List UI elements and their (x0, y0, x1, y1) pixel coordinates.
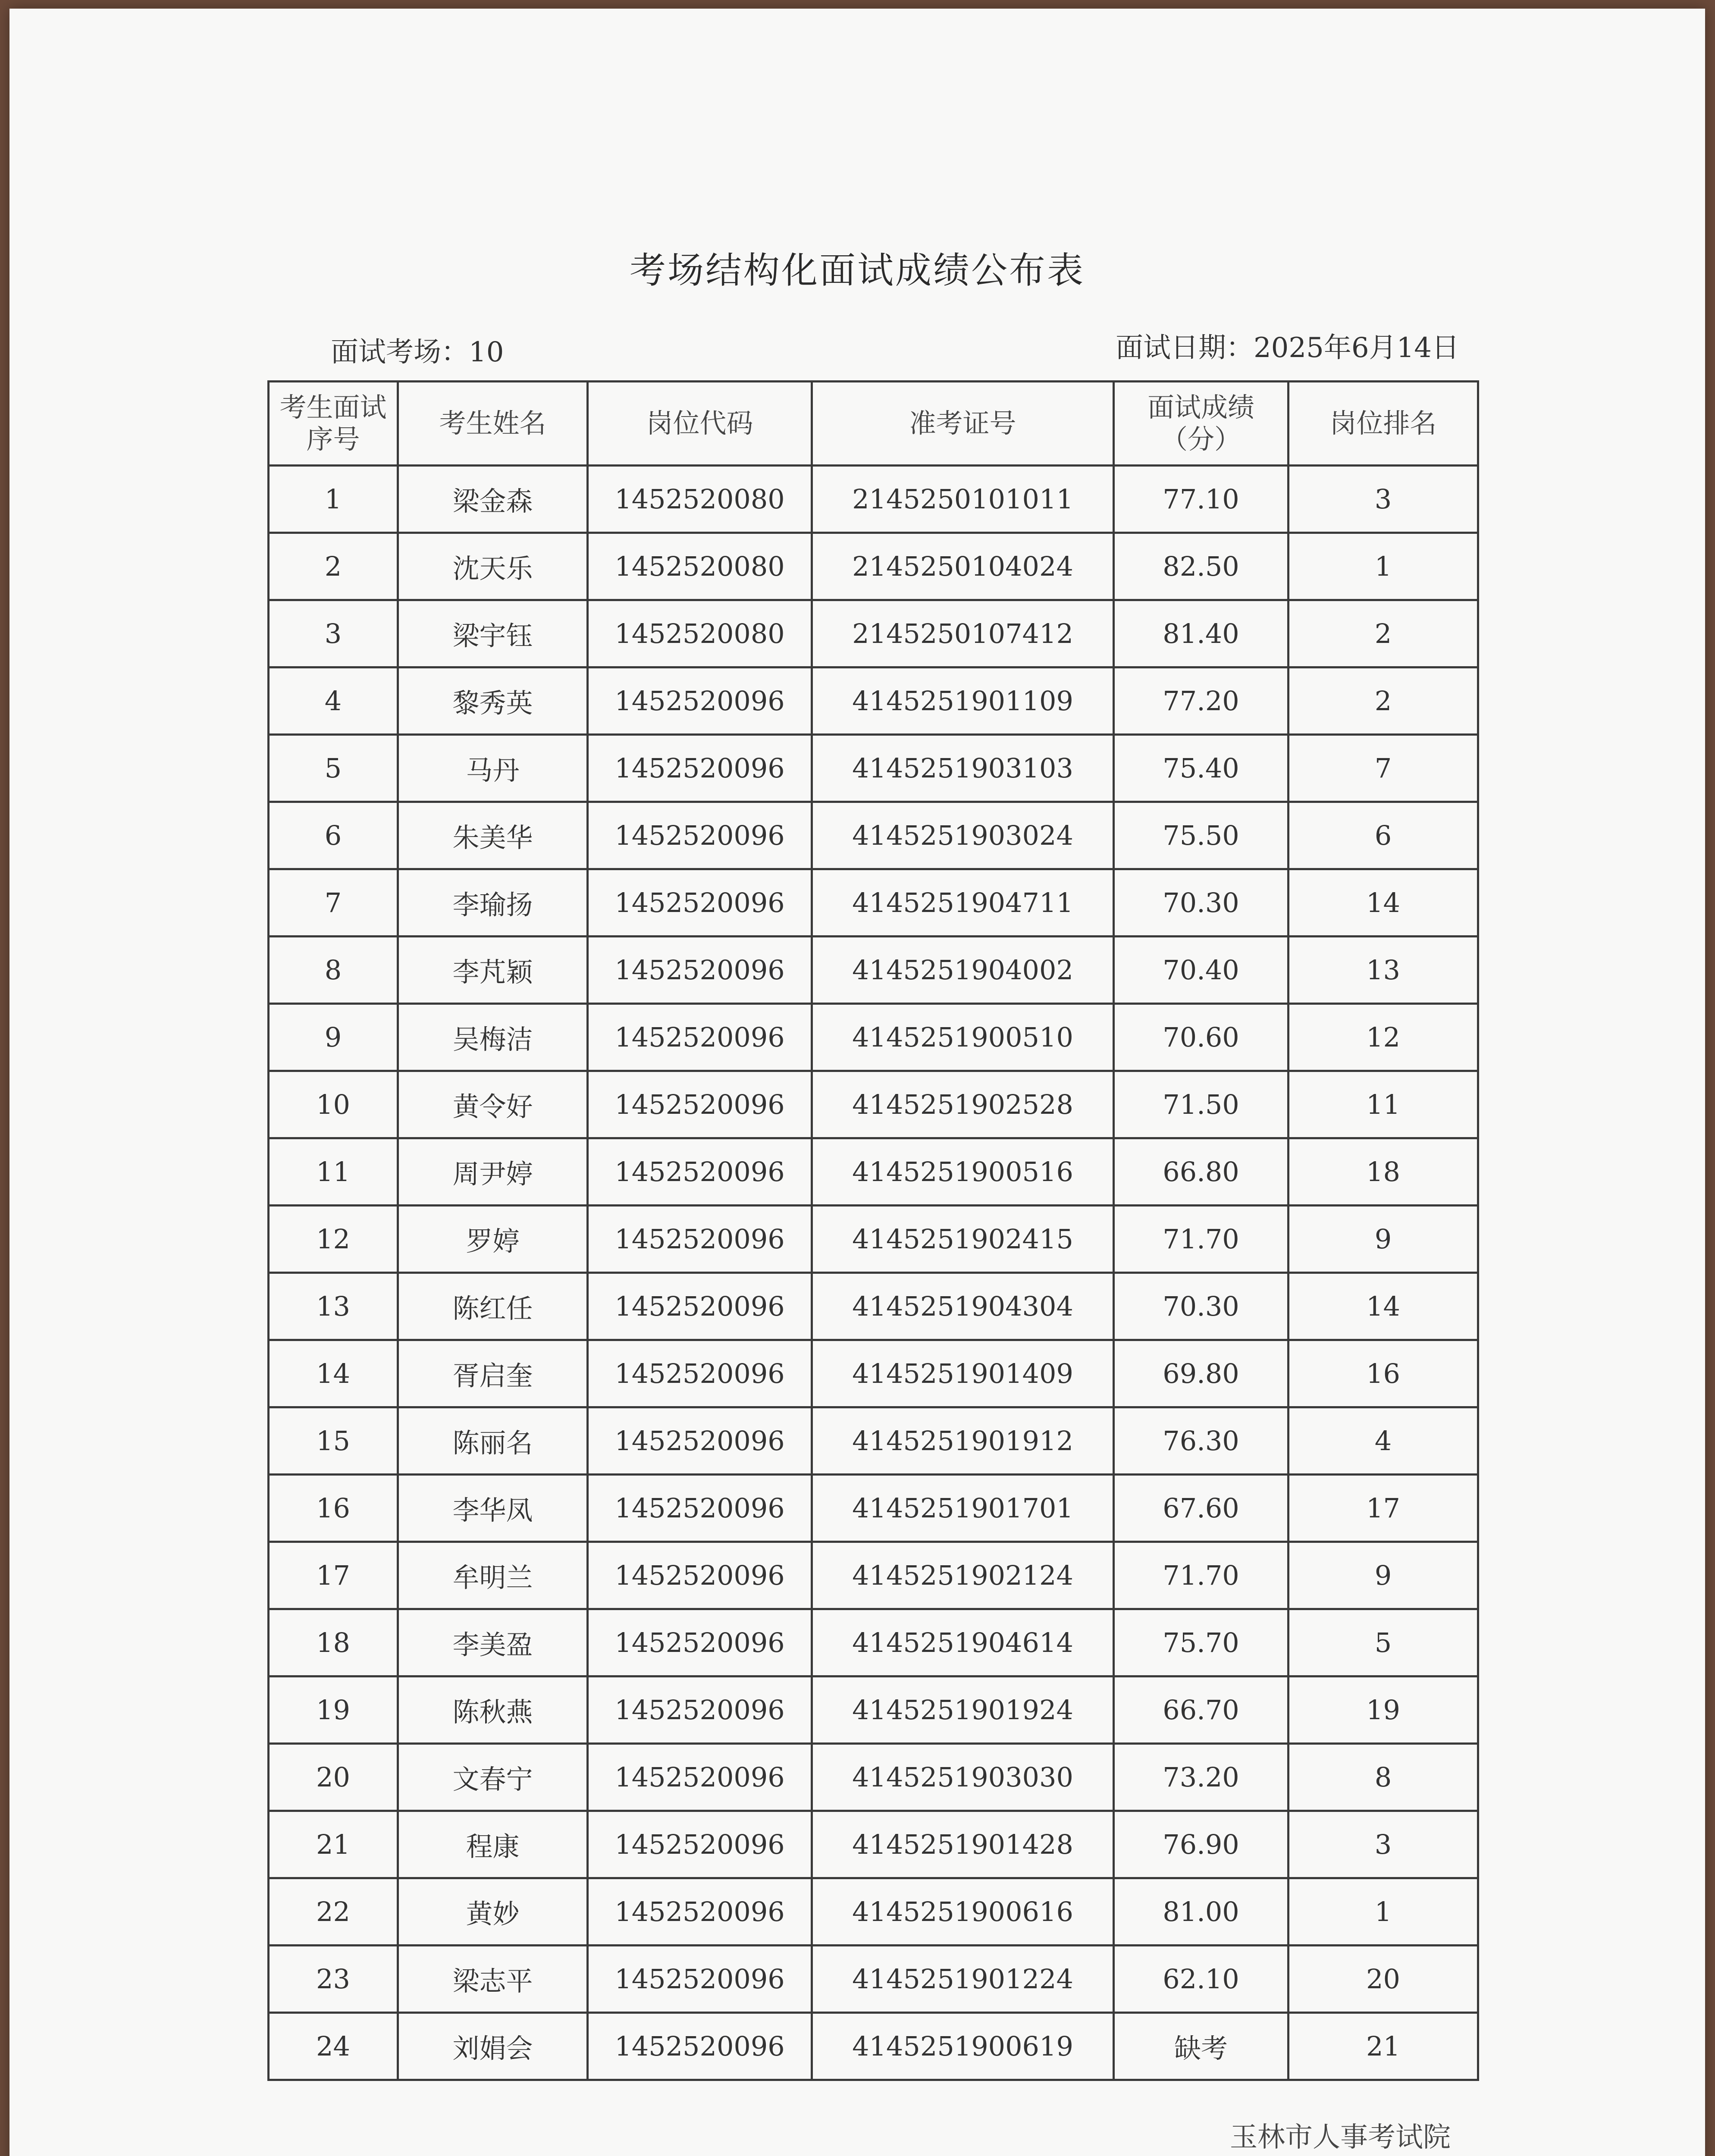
table-row (269, 1542, 1478, 1609)
cell-post-code: 1452520096 (588, 1677, 812, 1744)
cell-post-code: 1452520096 (588, 1609, 812, 1677)
cell-post-code: 1452520096 (588, 1340, 812, 1407)
cell-seq: 4 (269, 667, 398, 735)
header-rank: 岗位排名 (1289, 382, 1478, 466)
cell-name: 梁志平 (398, 1946, 588, 2013)
cell-post-code: 1452520096 (588, 1475, 812, 1542)
cell-score: 69.80 (1114, 1340, 1289, 1407)
cell-seq: 10 (269, 1071, 398, 1138)
cell-post-code: 1452520096 (588, 869, 812, 937)
table-row (269, 1071, 1478, 1138)
cell-score: 70.40 (1114, 937, 1289, 1004)
cell-ticket-no: 4145251904614 (812, 1609, 1114, 1677)
cell-ticket-no: 4145251900619 (812, 2013, 1114, 2080)
cell-ticket-no: 4145251900510 (812, 1004, 1114, 1071)
table-row (269, 735, 1478, 802)
cell-score: 66.70 (1114, 1677, 1289, 1744)
cell-post-code: 1452520096 (588, 1273, 812, 1340)
cell-rank: 8 (1289, 1744, 1478, 1811)
cell-score: 75.40 (1114, 735, 1289, 802)
cell-ticket-no: 4145251902528 (812, 1071, 1114, 1138)
cell-post-code: 1452520096 (588, 1407, 812, 1475)
cell-score: 77.10 (1114, 466, 1289, 533)
cell-name: 朱美华 (398, 802, 588, 869)
cell-seq: 6 (269, 802, 398, 869)
cell-score: 75.50 (1114, 802, 1289, 869)
cell-post-code: 1452520096 (588, 1138, 812, 1206)
cell-score: 70.30 (1114, 1273, 1289, 1340)
cell-seq: 19 (269, 1677, 398, 1744)
cell-rank: 5 (1289, 1609, 1478, 1677)
cell-rank: 16 (1289, 1340, 1478, 1407)
cell-seq: 22 (269, 1878, 398, 1946)
cell-name: 梁宇钰 (398, 600, 588, 667)
cell-score: 76.90 (1114, 1811, 1289, 1878)
header-seq: 考生面试序号 (269, 382, 398, 466)
cell-post-code: 1452520096 (588, 937, 812, 1004)
table-row (269, 1475, 1478, 1542)
cell-seq: 15 (269, 1407, 398, 1475)
table-row (269, 1946, 1478, 2013)
cell-ticket-no: 4145251901924 (812, 1677, 1114, 1744)
table-row (269, 1273, 1478, 1340)
cell-post-code: 1452520080 (588, 600, 812, 667)
cell-rank: 9 (1289, 1542, 1478, 1609)
cell-post-code: 1452520096 (588, 1542, 812, 1609)
cell-rank: 21 (1289, 2013, 1478, 2080)
cell-seq: 23 (269, 1946, 398, 2013)
cell-post-code: 1452520096 (588, 1878, 812, 1946)
cell-ticket-no: 2145250107412 (812, 600, 1114, 667)
cell-name: 陈红任 (398, 1273, 588, 1340)
cell-post-code: 1452520096 (588, 1071, 812, 1138)
cell-post-code: 1452520096 (588, 1744, 812, 1811)
cell-score: 70.30 (1114, 869, 1289, 937)
cell-post-code: 1452520096 (588, 1004, 812, 1071)
cell-ticket-no: 4145251902124 (812, 1542, 1114, 1609)
cell-seq: 7 (269, 869, 398, 937)
table-row (269, 1744, 1478, 1811)
cell-rank: 4 (1289, 1407, 1478, 1475)
cell-seq: 24 (269, 2013, 398, 2080)
table-row (269, 937, 1478, 1004)
cell-name: 牟明兰 (398, 1542, 588, 1609)
cell-post-code: 1452520096 (588, 1946, 812, 2013)
table-header-row (269, 382, 1478, 466)
cell-seq: 20 (269, 1744, 398, 1811)
table-row (269, 1407, 1478, 1475)
header-name: 考生姓名 (398, 382, 588, 466)
cell-post-code: 1452520080 (588, 533, 812, 600)
cell-seq: 12 (269, 1206, 398, 1273)
cell-ticket-no: 4145251903024 (812, 802, 1114, 869)
cell-rank: 14 (1289, 1273, 1478, 1340)
cell-name: 沈天乐 (398, 533, 588, 600)
header-ticket-no: 准考证号 (812, 382, 1114, 466)
page-title: 考场结构化面试成绩公布表 (629, 249, 1085, 291)
cell-name: 黄妙 (398, 1878, 588, 1946)
cell-score: 71.50 (1114, 1071, 1289, 1138)
cell-name: 周尹婷 (398, 1138, 588, 1206)
issuer-footer: 玉林市人事考试院 (1230, 2122, 1451, 2153)
cell-score: 71.70 (1114, 1206, 1289, 1273)
header-post-code: 岗位代码 (588, 382, 812, 466)
cell-post-code: 1452520096 (588, 735, 812, 802)
table-row (269, 1677, 1478, 1744)
cell-ticket-no: 4145251901912 (812, 1407, 1114, 1475)
table-row (269, 1206, 1478, 1273)
cell-name: 李芃颖 (398, 937, 588, 1004)
cell-rank: 14 (1289, 869, 1478, 937)
table-row (269, 1609, 1478, 1677)
cell-ticket-no: 4145251903103 (812, 735, 1114, 802)
cell-seq: 1 (269, 466, 398, 533)
cell-seq: 18 (269, 1609, 398, 1677)
cell-rank: 19 (1289, 1677, 1478, 1744)
cell-name: 文春宁 (398, 1744, 588, 1811)
cell-score: 66.80 (1114, 1138, 1289, 1206)
table-row (269, 600, 1478, 667)
cell-ticket-no: 2145250104024 (812, 533, 1114, 600)
cell-rank: 6 (1289, 802, 1478, 869)
cell-name: 陈丽名 (398, 1407, 588, 1475)
cell-rank: 17 (1289, 1475, 1478, 1542)
cell-ticket-no: 2145250101011 (812, 466, 1114, 533)
cell-name: 李瑜扬 (398, 869, 588, 937)
cell-score: 82.50 (1114, 533, 1289, 600)
date-label: 面试日期：2025年6月14日 (1115, 332, 1459, 364)
cell-name: 刘娟会 (398, 2013, 588, 2080)
cell-score: 70.60 (1114, 1004, 1289, 1071)
document-page (9, 9, 1705, 2156)
header-score: 面试成绩（分） (1114, 382, 1289, 466)
cell-name: 黎秀英 (398, 667, 588, 735)
cell-seq: 17 (269, 1542, 398, 1609)
cell-name: 程康 (398, 1811, 588, 1878)
scores-table (267, 380, 1479, 2081)
cell-post-code: 1452520096 (588, 802, 812, 869)
cell-rank: 18 (1289, 1138, 1478, 1206)
cell-ticket-no: 4145251903030 (812, 1744, 1114, 1811)
table-row (269, 1004, 1478, 1071)
cell-rank: 1 (1289, 1878, 1478, 1946)
cell-ticket-no: 4145251901109 (812, 667, 1114, 735)
cell-score: 67.60 (1114, 1475, 1289, 1542)
cell-rank: 7 (1289, 735, 1478, 802)
cell-name: 梁金森 (398, 466, 588, 533)
cell-ticket-no: 4145251901224 (812, 1946, 1114, 2013)
cell-seq: 16 (269, 1475, 398, 1542)
cell-post-code: 1452520080 (588, 466, 812, 533)
cell-seq: 13 (269, 1273, 398, 1340)
table-row (269, 1340, 1478, 1407)
cell-name: 吴梅洁 (398, 1004, 588, 1071)
cell-ticket-no: 4145251900516 (812, 1138, 1114, 1206)
table-row (269, 1138, 1478, 1206)
venue-label: 面试考场：10 (331, 336, 504, 368)
cell-post-code: 1452520096 (588, 1206, 812, 1273)
table-row (269, 1878, 1478, 1946)
cell-rank: 2 (1289, 667, 1478, 735)
cell-score: 缺考 (1114, 2013, 1289, 2080)
cell-seq: 2 (269, 533, 398, 600)
table-row (269, 533, 1478, 600)
cell-rank: 1 (1289, 533, 1478, 600)
table-row (269, 802, 1478, 869)
table-row (269, 466, 1478, 533)
cell-seq: 14 (269, 1340, 398, 1407)
cell-rank: 11 (1289, 1071, 1478, 1138)
table-row (269, 2013, 1478, 2080)
cell-ticket-no: 4145251900616 (812, 1878, 1114, 1946)
cell-name: 罗婷 (398, 1206, 588, 1273)
cell-score: 81.40 (1114, 600, 1289, 667)
cell-seq: 21 (269, 1811, 398, 1878)
cell-name: 李美盈 (398, 1609, 588, 1677)
cell-score: 77.20 (1114, 667, 1289, 735)
cell-seq: 11 (269, 1138, 398, 1206)
cell-ticket-no: 4145251904304 (812, 1273, 1114, 1340)
table-row (269, 869, 1478, 937)
cell-seq: 5 (269, 735, 398, 802)
table-row (269, 1811, 1478, 1878)
cell-seq: 3 (269, 600, 398, 667)
cell-score: 75.70 (1114, 1609, 1289, 1677)
cell-rank: 9 (1289, 1206, 1478, 1273)
cell-ticket-no: 4145251901701 (812, 1475, 1114, 1542)
cell-rank: 13 (1289, 937, 1478, 1004)
cell-name: 黄令好 (398, 1071, 588, 1138)
cell-name: 马丹 (398, 735, 588, 802)
cell-post-code: 1452520096 (588, 667, 812, 735)
cell-ticket-no: 4145251904002 (812, 937, 1114, 1004)
cell-seq: 9 (269, 1004, 398, 1071)
cell-ticket-no: 4145251902415 (812, 1206, 1114, 1273)
cell-post-code: 1452520096 (588, 1811, 812, 1878)
cell-rank: 3 (1289, 466, 1478, 533)
cell-ticket-no: 4145251901409 (812, 1340, 1114, 1407)
cell-ticket-no: 4145251901428 (812, 1811, 1114, 1878)
cell-score: 62.10 (1114, 1946, 1289, 2013)
cell-seq: 8 (269, 937, 398, 1004)
cell-name: 胥启奎 (398, 1340, 588, 1407)
cell-score: 73.20 (1114, 1744, 1289, 1811)
cell-score: 81.00 (1114, 1878, 1289, 1946)
cell-rank: 12 (1289, 1004, 1478, 1071)
cell-ticket-no: 4145251904711 (812, 869, 1114, 937)
cell-post-code: 1452520096 (588, 2013, 812, 2080)
cell-rank: 20 (1289, 1946, 1478, 2013)
cell-score: 71.70 (1114, 1542, 1289, 1609)
cell-rank: 2 (1289, 600, 1478, 667)
cell-name: 李华凤 (398, 1475, 588, 1542)
cell-rank: 3 (1289, 1811, 1478, 1878)
cell-name: 陈秋燕 (398, 1677, 588, 1744)
cell-score: 76.30 (1114, 1407, 1289, 1475)
table-row (269, 667, 1478, 735)
